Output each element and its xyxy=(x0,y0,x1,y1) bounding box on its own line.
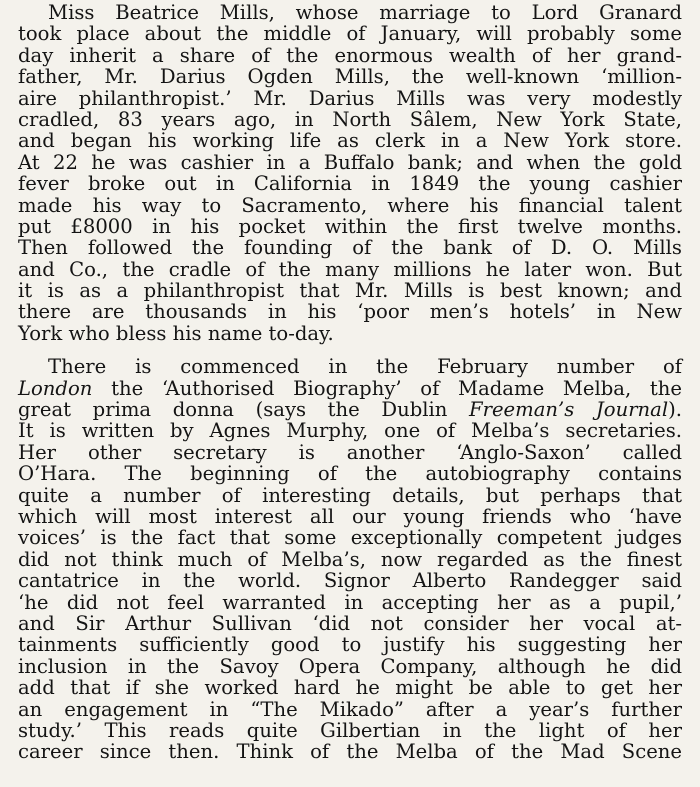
text-line: it is as a philanthropist that Mr. Mills is best known; and xyxy=(18,279,682,303)
text-line: O’Hara. The beginning of the autobiography contains xyxy=(18,462,682,486)
text-line: voices’ is the fact that some exceptionally competent judges xyxy=(18,526,682,550)
text-line: aire philanthropist.’ Mr. Darius Mills was very modestly xyxy=(18,86,682,110)
text-run: great prima donna (says the Dublin xyxy=(18,398,469,422)
text-line: and began his working life as clerk in a New York store. xyxy=(18,129,682,153)
text-line: Then followed the founding of the bank of D. O. Mills xyxy=(18,236,682,260)
text-line: Her other secretary is another ‘Anglo-Saxon’ called xyxy=(18,440,682,464)
text-line: study.’ This reads quite Gilbertian in the light of her xyxy=(18,718,682,742)
text-line: there are thousands in his ‘poor men’s hotels’ in New xyxy=(18,300,682,324)
text-line: It is written by Agnes Murphy, one of Melba’s secretaries. xyxy=(18,419,682,443)
text-line: fever broke out in California in 1849 the young cashier xyxy=(18,172,682,196)
publication-title: Freeman’s Journal xyxy=(469,398,669,422)
text-line: took place about the middle of January, will probably some xyxy=(18,22,682,46)
text-line: made his way to Sacramento, where his financial talent xyxy=(18,193,682,217)
text-line: an engagement in “The Mikado” after a year’s further xyxy=(18,697,682,721)
text-line: tainments sufficiently good to justify his suggesting her xyxy=(18,633,682,657)
text-run: ). xyxy=(668,398,682,422)
text-line xyxy=(18,399,682,420)
text-line: ‘he did not feel warranted in accepting her as a pupil,’ xyxy=(18,590,682,614)
text-line: father, Mr. Darius Ogden Mills, the well-known ‘million- xyxy=(18,65,682,89)
text-line: There is commenced in the February number of xyxy=(48,355,682,379)
text-line: and Co., the cradle of the many millions he later won. But xyxy=(18,257,682,281)
text-run: the ‘Authorised Biography’ of Madame Melba, the xyxy=(92,376,682,400)
text-line: At 22 he was cashier in a Buffalo bank; and when the gold xyxy=(18,150,682,174)
text-line: and Sir Arthur Sullivan ‘did not consider her vocal at- xyxy=(18,611,682,635)
paragraph-mills xyxy=(18,2,682,344)
paragraph-melba xyxy=(18,356,682,762)
text-line: put £8000 in his pocket within the first twelve months. xyxy=(18,214,682,238)
text-line: career since then. Think of the Melba of the Mad Scene xyxy=(18,740,682,764)
text-line: did not think much of Melba’s, now regarded as the finest xyxy=(18,547,682,571)
text-line: quite a number of interesting details, but perhaps that xyxy=(18,483,682,507)
text-line: add that if she worked hard he might be able to get her xyxy=(18,676,682,700)
text-line: day inherit a share of the enormous wealth of her grand- xyxy=(18,43,682,67)
text-line: York who bless his name to-day. xyxy=(18,321,334,345)
article-page xyxy=(18,0,682,763)
publication-title: London xyxy=(18,376,93,400)
text-line: inclusion in the Savoy Opera Company, although he did xyxy=(18,654,682,678)
text-line: cradled, 83 years ago, in North Sâlem, New York State, xyxy=(18,107,682,131)
text-line: Miss Beatrice Mills, whose marriage to Lord Granard xyxy=(48,1,682,24)
text-line: cantatrice in the world. Signor Alberto Randegger said xyxy=(18,569,682,593)
text-line xyxy=(18,378,682,399)
text-line: which will most interest all our young friends who ‘have xyxy=(18,504,682,528)
